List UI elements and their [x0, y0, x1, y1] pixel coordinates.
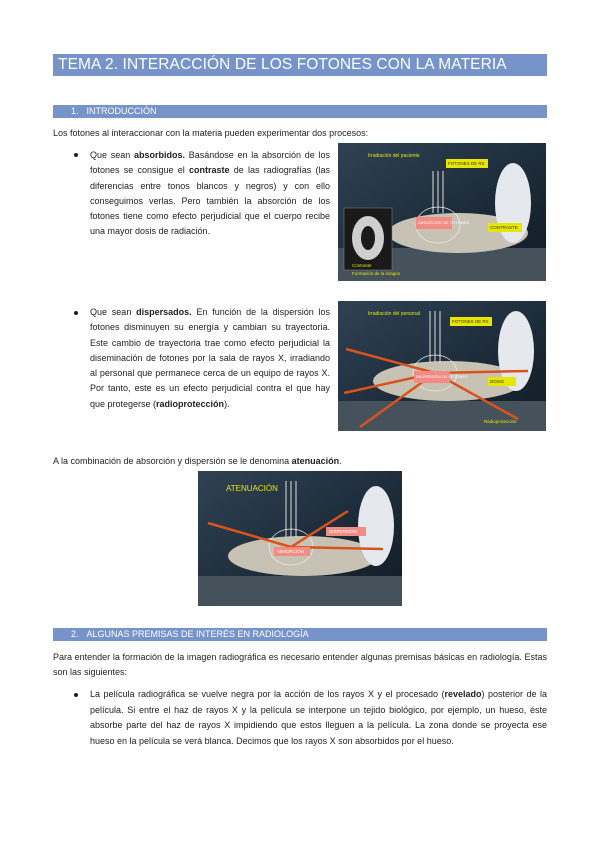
- label-photons: FOTONES DE RX: [452, 319, 489, 324]
- label-absorption: ABSORCIÓN DE FOTONES: [418, 220, 470, 225]
- label-irradiation-patient: Irradiación del paciente: [368, 153, 420, 159]
- label-irradiation-staff: Irradiación del personal: [368, 311, 420, 317]
- section-label: INTRODUCCIÓN: [86, 106, 157, 116]
- attenuation-photo: [198, 471, 402, 606]
- text-run: A la combinación de absorción y dispersión se le denomina: [53, 456, 292, 466]
- premises-paragraph: Para entender la formación de la imagen radiográfica es necesario entender algunas premisas básicas en radiología. Estas son las siguientes:: [53, 652, 547, 677]
- text-run: ) posterior de la película. Si entre el haz de rayos X y la película se interpone un tejido biológico, por ejemplo, un hueso, éste absorbe parte del haz de rayos X impidiendo que estos lleguen a la película. La zona donde se proyecta ese hueso en la película se verá blanca. Decimos que los rayos X son absorbidos por el hueso.: [90, 689, 547, 746]
- text-run: de las radiografías (las diferencias entre tonos blancos y negros) y con ello conseguimos verlas. Pero también la absorción de los fotones tiene como efecto perjudicial que el cuerpo recibe una mayor dosis de radiación.: [90, 165, 330, 237]
- scatter-illustration: [338, 301, 546, 431]
- bullet-absorbed: [90, 148, 330, 240]
- scatter-photo: [338, 301, 546, 431]
- bold-term-developed: revelado: [444, 689, 482, 699]
- label-scatter: DISPERSIÓN: [329, 529, 357, 534]
- section-heading-premises: [53, 628, 547, 641]
- label-image-formation: Formación de la imagen: [352, 271, 401, 276]
- attenuation-illustration: [198, 471, 402, 606]
- attenuation-paragraph: [53, 454, 547, 468]
- section-number: 2.: [71, 629, 79, 639]
- label-dose: DOSIS: [490, 379, 505, 384]
- absorption-illustration: [338, 143, 546, 281]
- label-contrast-small: Contraste: [352, 263, 372, 268]
- section-label: ALGUNAS PREMISAS DE INTERÉS EN RADIOLOGÍA: [86, 629, 309, 639]
- label-radioprotection: Radioprotección: [484, 419, 517, 424]
- bold-term-scattered: dispersados.: [136, 307, 192, 317]
- bullet-film: [90, 687, 547, 749]
- bullet-marker: [74, 153, 78, 157]
- label-scatter: DISPERSIÓN DE FOTONES: [416, 374, 468, 379]
- label-absorption: ABSORCIÓN: [277, 549, 305, 554]
- text-run: Que sean: [90, 307, 137, 317]
- text-run: ).: [224, 398, 230, 409]
- label-attenuation-title: ATENUACIÓN: [226, 484, 278, 493]
- label-contrast: CONTRASTE: [490, 225, 518, 230]
- text-run: La película radiográfica se vuelve negra por la acción de los rayos X y el procesado (: [90, 689, 445, 699]
- bullet-marker: [74, 693, 78, 697]
- page-title: TEMA 2. INTERACCIÓN DE LOS FOTONES CON LA MATERIA: [53, 54, 547, 76]
- bold-term-attenuation: atenuación: [291, 456, 340, 466]
- bullet-marker: [74, 311, 78, 315]
- label-photons: FOTONES DE RX: [448, 161, 485, 166]
- absorption-photo: [338, 143, 546, 281]
- bold-term-absorbed: absorbidos.: [134, 150, 186, 160]
- text-run: En función de la dispersión los fotones disminuyen su energía y cambian su trayectoria. Este cambio de trayectoria trae como efecto perjudicial la diseminación de fotones por la sala de rayos X, irradiando al personal que permanece cerca de un equipo de rayos X. Por tanto, este es un efecto perjudicial contra el que hay que protegerse (: [90, 307, 331, 409]
- bullet-scattered: [90, 305, 330, 412]
- text-run: Basándose en la absorción de los fotones se consigue el: [90, 150, 331, 176]
- section-number: 1.: [71, 106, 79, 116]
- bold-term-contrast: contraste: [189, 165, 230, 176]
- section-heading-intro: [53, 105, 547, 118]
- bold-term-radioprotection: radioprotección: [156, 398, 225, 409]
- intro-paragraph: Los fotones al interaccionar con la materia pueden experimentar dos procesos:: [53, 128, 369, 138]
- text-run: .: [339, 456, 342, 466]
- text-run: Que sean: [90, 150, 134, 160]
